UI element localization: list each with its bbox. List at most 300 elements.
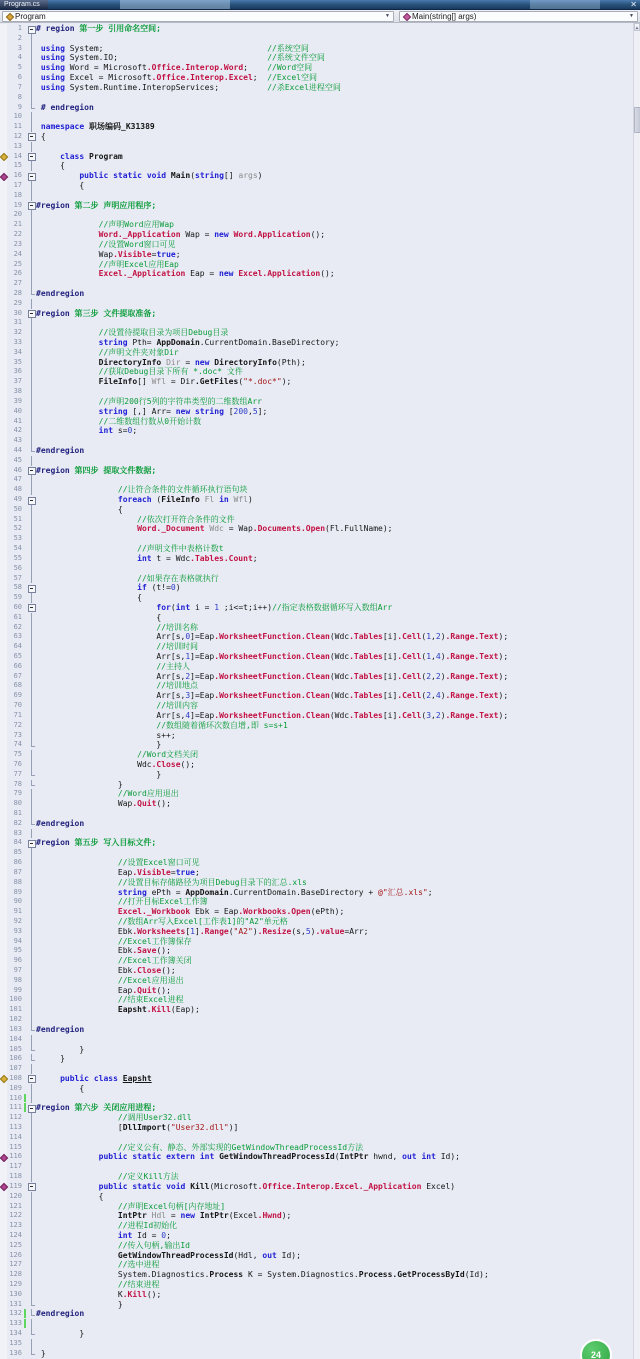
fold-margin xyxy=(27,426,36,436)
line-number: 127 xyxy=(9,1260,22,1269)
fold-margin xyxy=(27,907,36,917)
token: ) xyxy=(440,691,446,701)
code-line[interactable] xyxy=(0,1251,633,1261)
code-line[interactable] xyxy=(0,848,633,858)
icon-margin xyxy=(0,1084,7,1094)
icon-margin xyxy=(0,1300,7,1310)
code-line[interactable] xyxy=(0,417,633,427)
code-line[interactable] xyxy=(0,1211,633,1221)
line-number: 100 xyxy=(9,995,22,1004)
code-line[interactable] xyxy=(0,897,633,907)
fold-margin xyxy=(27,770,36,780)
token: } xyxy=(60,1054,65,1064)
code-line[interactable] xyxy=(0,1319,633,1329)
code-line[interactable] xyxy=(0,691,633,701)
code-line[interactable] xyxy=(0,161,633,171)
token: new xyxy=(175,406,191,416)
icon-margin xyxy=(0,652,7,662)
code-line[interactable] xyxy=(0,152,633,162)
code-line[interactable] xyxy=(0,1329,633,1339)
code-line[interactable] xyxy=(0,1309,633,1319)
indent xyxy=(36,770,156,779)
code-text xyxy=(36,1103,633,1113)
chevron-down-icon: ▼ xyxy=(629,13,634,19)
line-number: 49 xyxy=(13,495,22,503)
code-line[interactable] xyxy=(0,534,633,544)
code-line[interactable] xyxy=(0,289,633,299)
scroll-up-button[interactable]: ▲ xyxy=(635,25,639,30)
icon-margin xyxy=(0,299,7,309)
fold-collapse-box[interactable] xyxy=(27,171,36,181)
code-line[interactable] xyxy=(0,937,633,947)
code-text xyxy=(36,1290,633,1300)
code-line[interactable] xyxy=(0,652,633,662)
icon-margin xyxy=(0,387,7,397)
code-line[interactable] xyxy=(0,564,633,574)
vertical-scrollbar[interactable] xyxy=(633,23,640,1359)
code-line[interactable] xyxy=(0,495,633,505)
code-line[interactable] xyxy=(0,397,633,407)
code-line[interactable] xyxy=(0,966,633,976)
code-text xyxy=(36,819,633,829)
code-line[interactable] xyxy=(0,1035,633,1045)
code-line[interactable] xyxy=(0,1064,633,1074)
token: [i] xyxy=(382,710,398,720)
code-line[interactable] xyxy=(0,711,633,721)
fold-collapse-box[interactable] xyxy=(27,838,36,848)
code-line[interactable] xyxy=(0,53,633,63)
code-text xyxy=(36,1192,633,1202)
icon-margin xyxy=(0,103,7,113)
token: static xyxy=(113,171,142,181)
fold-margin xyxy=(27,1162,36,1172)
code-text xyxy=(36,544,633,554)
code-line[interactable] xyxy=(0,858,633,868)
line-number: 18 xyxy=(13,190,22,199)
code-line[interactable] xyxy=(0,917,633,927)
code-line[interactable] xyxy=(0,505,633,515)
code-line[interactable] xyxy=(0,976,633,986)
token: System.Diagnostics. xyxy=(117,1270,210,1280)
indent xyxy=(36,426,99,435)
code-line[interactable] xyxy=(0,348,633,358)
code-line[interactable] xyxy=(0,789,633,799)
code-line[interactable] xyxy=(0,63,633,73)
code-line[interactable] xyxy=(0,73,633,83)
token: System.IO; xyxy=(64,53,118,63)
code-line[interactable] xyxy=(0,888,633,898)
code-line[interactable] xyxy=(0,956,633,966)
token: 1 xyxy=(426,652,432,661)
fold-margin xyxy=(27,53,36,63)
code-line[interactable] xyxy=(0,260,633,270)
code-text xyxy=(36,652,633,662)
code-line[interactable] xyxy=(0,1300,633,1310)
code-line[interactable] xyxy=(0,1162,633,1172)
code-text xyxy=(36,132,633,142)
fold-margin xyxy=(27,534,36,544)
fold-margin xyxy=(27,456,36,466)
line-number: 26 xyxy=(13,269,22,278)
code-text xyxy=(36,907,633,917)
code-line[interactable] xyxy=(0,250,633,260)
code-line[interactable] xyxy=(0,328,633,338)
token: , xyxy=(431,710,436,720)
code-line[interactable] xyxy=(0,927,633,937)
code-line[interactable] xyxy=(0,436,633,446)
code-line[interactable] xyxy=(0,868,633,878)
token: Wap xyxy=(98,249,114,259)
code-line[interactable] xyxy=(0,721,633,731)
indent xyxy=(36,1143,118,1152)
icon-margin xyxy=(0,740,7,750)
line-number: 40 xyxy=(13,406,22,415)
token: 2 xyxy=(435,632,441,642)
line-number: 12 xyxy=(13,131,22,140)
code-line[interactable] xyxy=(0,1074,633,1084)
code-line[interactable] xyxy=(0,240,633,250)
code-line[interactable] xyxy=(0,829,633,839)
line-number: 119 xyxy=(9,1181,22,1190)
code-line[interactable] xyxy=(0,103,633,113)
icon-margin xyxy=(0,1035,7,1045)
token: } xyxy=(156,740,162,750)
fold-margin xyxy=(27,1202,36,1212)
code-line[interactable] xyxy=(0,760,633,770)
code-line[interactable] xyxy=(0,387,633,397)
token: Ebk xyxy=(117,966,133,975)
code-line[interactable] xyxy=(0,201,633,211)
code-line[interactable] xyxy=(0,83,633,93)
fold-margin xyxy=(27,73,36,83)
code-line[interactable] xyxy=(0,770,633,780)
code-line[interactable] xyxy=(0,1143,633,1153)
code-line[interactable] xyxy=(0,623,633,633)
code-text xyxy=(36,574,633,584)
code-line[interactable] xyxy=(0,181,633,191)
code-line[interactable] xyxy=(0,309,633,319)
code-text xyxy=(36,1241,633,1251)
code-line[interactable] xyxy=(0,799,633,809)
line-number: 94 xyxy=(13,936,22,945)
token: 0 xyxy=(127,426,133,436)
code-line[interactable] xyxy=(0,446,633,456)
indent xyxy=(36,662,156,671)
code-line[interactable] xyxy=(0,279,633,289)
code-line[interactable] xyxy=(0,1094,633,1104)
fold-collapse-box[interactable] xyxy=(27,309,36,319)
code-line[interactable] xyxy=(0,819,633,829)
icon-margin xyxy=(0,897,7,907)
token: ) xyxy=(440,671,446,681)
icon-margin xyxy=(0,1172,7,1182)
fold-margin xyxy=(27,63,36,73)
fold-collapse-box[interactable] xyxy=(27,132,36,142)
token: ePth = xyxy=(146,887,186,897)
code-line[interactable] xyxy=(0,544,633,554)
icon-margin xyxy=(0,201,7,211)
indent xyxy=(36,1192,99,1201)
token: #region xyxy=(36,308,70,318)
fold-collapse-box[interactable] xyxy=(27,152,36,162)
code-line[interactable] xyxy=(0,230,633,240)
code-line[interactable] xyxy=(0,750,633,760)
code-line[interactable] xyxy=(0,907,633,917)
fold-margin xyxy=(27,436,36,446)
icon-margin xyxy=(0,191,7,201)
code-line[interactable] xyxy=(0,603,633,613)
code-line[interactable] xyxy=(0,1103,633,1113)
code-text xyxy=(36,299,633,309)
token: K xyxy=(117,1289,123,1299)
code-line[interactable] xyxy=(0,1280,633,1290)
code-line[interactable] xyxy=(0,93,633,103)
code-line[interactable] xyxy=(0,946,633,956)
code-editor xyxy=(0,23,640,1359)
code-line[interactable] xyxy=(0,701,633,711)
code-line[interactable] xyxy=(0,220,633,230)
code-line[interactable] xyxy=(0,995,633,1005)
line-number: 135 xyxy=(9,1338,22,1347)
code-line[interactable] xyxy=(0,1172,633,1182)
icon-margin xyxy=(0,623,7,633)
code-line[interactable] xyxy=(0,1005,633,1015)
code-text xyxy=(36,799,633,809)
indent xyxy=(36,740,156,749)
code-line[interactable] xyxy=(0,1084,633,1094)
code-line[interactable] xyxy=(0,456,633,466)
code-line[interactable] xyxy=(0,1152,633,1162)
code-text xyxy=(36,152,633,162)
file-tab[interactable] xyxy=(0,0,48,9)
token: , xyxy=(431,691,436,701)
code-line[interactable] xyxy=(0,1015,633,1025)
code-line[interactable] xyxy=(0,583,633,593)
fold-margin xyxy=(27,358,36,368)
code-line[interactable] xyxy=(0,986,633,996)
code-line[interactable] xyxy=(0,171,633,181)
icon-margin xyxy=(0,789,7,799)
code-line[interactable] xyxy=(0,367,633,377)
fold-margin xyxy=(27,485,36,495)
indent xyxy=(36,1241,118,1250)
token: //定义公有、静态、外部实现的GetWindowThreadProcessId方法 xyxy=(117,1142,364,1152)
token: ) xyxy=(310,926,316,936)
line-number: 58 xyxy=(13,583,22,592)
line-number: 48 xyxy=(13,485,22,494)
line-number: 47 xyxy=(13,475,22,484)
fold-margin xyxy=(27,289,36,299)
line-number: 24 xyxy=(13,249,22,258)
code-line[interactable] xyxy=(0,142,633,152)
token: } xyxy=(156,769,162,779)
line-number: 75 xyxy=(13,750,22,759)
code-line[interactable] xyxy=(0,662,633,672)
code-line[interactable] xyxy=(0,672,633,682)
code-line[interactable] xyxy=(0,1290,633,1300)
icon-margin xyxy=(0,358,7,368)
indent xyxy=(36,652,156,661)
token: .Range xyxy=(199,926,229,936)
code-line[interactable] xyxy=(0,377,633,387)
token: //声明Word应用Wap xyxy=(98,220,174,230)
token: Dir xyxy=(166,357,181,367)
icon-margin xyxy=(0,142,7,152)
code-text xyxy=(36,73,633,83)
code-line[interactable] xyxy=(0,122,633,132)
scrollbar-thumb[interactable] xyxy=(634,107,640,133)
fold-collapse-box[interactable] xyxy=(27,583,36,593)
code-line[interactable] xyxy=(0,318,633,328)
close-icon[interactable]: ✕ xyxy=(630,0,637,9)
code-text xyxy=(36,868,633,878)
code-line[interactable] xyxy=(0,112,633,122)
code-line[interactable] xyxy=(0,299,633,309)
indent xyxy=(36,1280,118,1289)
code-line[interactable] xyxy=(0,1123,633,1133)
fold-collapse-box[interactable] xyxy=(27,201,36,211)
code-line[interactable] xyxy=(0,681,633,691)
code-line[interactable] xyxy=(0,574,633,584)
code-line[interactable] xyxy=(0,191,633,201)
code-line[interactable] xyxy=(0,1339,633,1349)
fold-collapse-box[interactable] xyxy=(27,466,36,476)
token: Excel._Workbook xyxy=(117,907,191,917)
code-text xyxy=(36,1251,633,1261)
code-line[interactable] xyxy=(0,426,633,436)
code-line[interactable] xyxy=(0,1045,633,1055)
code-line[interactable] xyxy=(0,475,633,485)
token: Id); xyxy=(435,1152,460,1162)
token: ; xyxy=(175,249,181,259)
code-line[interactable] xyxy=(0,593,633,603)
line-number: 68 xyxy=(13,681,22,690)
code-area[interactable] xyxy=(0,24,633,1359)
code-line[interactable] xyxy=(0,515,633,525)
code-line[interactable] xyxy=(0,809,633,819)
code-line[interactable] xyxy=(0,338,633,348)
code-line[interactable] xyxy=(0,554,633,564)
code-text xyxy=(36,466,633,476)
code-line[interactable] xyxy=(0,642,633,652)
code-text xyxy=(36,63,633,73)
fold-collapse-box[interactable] xyxy=(27,603,36,613)
code-line[interactable] xyxy=(0,524,633,534)
line-number: 46 xyxy=(13,465,22,474)
code-line[interactable] xyxy=(0,132,633,142)
code-line[interactable] xyxy=(0,1349,633,1359)
line-number: 133 xyxy=(9,1319,22,1328)
token: (Microsoft xyxy=(209,1181,258,1191)
token: System; xyxy=(64,43,104,53)
token: = xyxy=(180,357,195,367)
token: foreach xyxy=(117,495,152,504)
icon-margin xyxy=(0,515,7,525)
code-line[interactable] xyxy=(0,1182,633,1192)
code-line[interactable] xyxy=(0,44,633,54)
token: [i] xyxy=(382,691,398,701)
code-line[interactable] xyxy=(0,1202,633,1212)
code-line[interactable] xyxy=(0,1113,633,1123)
code-line[interactable] xyxy=(0,1054,633,1064)
token: .GetFiles xyxy=(194,377,239,387)
code-line[interactable] xyxy=(0,780,633,790)
code-text xyxy=(36,1172,633,1182)
code-line[interactable] xyxy=(0,466,633,476)
code-line[interactable] xyxy=(0,731,633,741)
icon-margin xyxy=(0,122,7,132)
token: int xyxy=(175,602,191,612)
fold-margin xyxy=(27,1251,36,1261)
code-line[interactable] xyxy=(0,878,633,888)
code-line[interactable] xyxy=(0,1192,633,1202)
code-text xyxy=(36,210,633,220)
types-dropdown[interactable] xyxy=(2,11,394,22)
code-line[interactable] xyxy=(0,632,633,642)
fold-collapse-box[interactable] xyxy=(27,1074,36,1084)
code-line[interactable] xyxy=(0,407,633,417)
code-line[interactable] xyxy=(0,613,633,623)
token: new xyxy=(219,269,234,279)
code-line[interactable] xyxy=(0,24,633,34)
code-line[interactable] xyxy=(0,34,633,44)
indent xyxy=(36,613,156,622)
title-bar xyxy=(0,0,640,10)
token: //数组随着循环次数自增,即 s=s+1 xyxy=(156,720,288,730)
token: 4 xyxy=(435,691,441,701)
code-line[interactable] xyxy=(0,210,633,220)
fold-collapse-box[interactable] xyxy=(27,495,36,505)
token: out xyxy=(402,1152,417,1162)
code-text xyxy=(36,956,633,966)
token: } xyxy=(79,1044,85,1054)
line-number: 28 xyxy=(13,288,22,297)
token: in xyxy=(219,495,229,504)
code-line[interactable] xyxy=(0,269,633,279)
types-dropdown-label: Program xyxy=(15,11,46,21)
code-line[interactable] xyxy=(0,1260,633,1270)
code-line[interactable] xyxy=(0,1025,633,1035)
token: "*.doc*" xyxy=(243,377,282,387)
code-line[interactable] xyxy=(0,838,633,848)
code-text xyxy=(36,436,633,446)
token: Hdl xyxy=(151,1211,167,1221)
token: //声明200行5列的字符串类型的二维数组Arr xyxy=(98,396,262,406)
code-line[interactable] xyxy=(0,1270,633,1280)
token: #endregion xyxy=(36,445,85,455)
code-line[interactable] xyxy=(0,1241,633,1251)
icon-margin xyxy=(0,24,7,34)
code-line[interactable] xyxy=(0,1221,633,1231)
token: { xyxy=(117,504,123,514)
code-line[interactable] xyxy=(0,358,633,368)
fold-margin xyxy=(27,93,36,103)
code-line[interactable] xyxy=(0,740,633,750)
code-line[interactable] xyxy=(0,1133,633,1143)
code-text xyxy=(36,456,633,466)
indent xyxy=(36,995,118,1004)
token: ] xyxy=(194,926,200,936)
code-line[interactable] xyxy=(0,1231,633,1241)
fold-collapse-box[interactable] xyxy=(27,1182,36,1192)
code-line[interactable] xyxy=(0,485,633,495)
members-dropdown[interactable] xyxy=(399,11,638,22)
fold-collapse-box[interactable] xyxy=(27,24,36,34)
line-number: 120 xyxy=(9,1191,22,1200)
fold-margin xyxy=(27,632,36,642)
fold-collapse-box[interactable] xyxy=(27,1103,36,1113)
icon-margin xyxy=(0,1005,7,1015)
